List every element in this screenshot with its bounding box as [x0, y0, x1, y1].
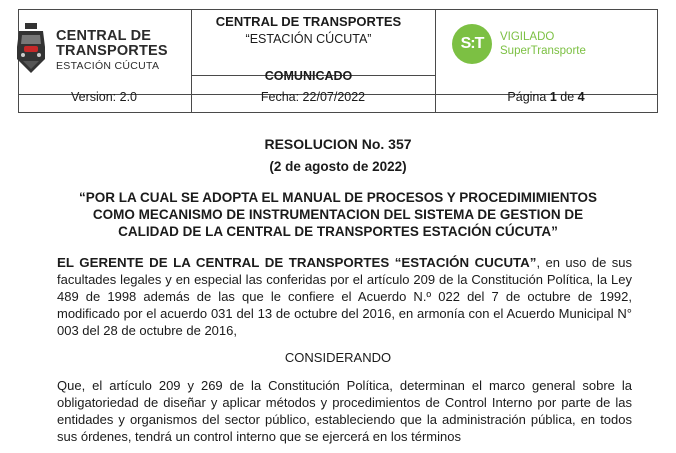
title-line: CALIDAD DE LA CENTRAL DE TRANSPORTES ESTACIÓN CÚCUTA”: [118, 224, 558, 239]
preamble-paragraph: [57, 254, 632, 339]
title-line: COMO MECANISMO DE INSTRUMENTACION DEL SISTEMA DE GESTION DE: [92, 207, 584, 222]
page-cell: [435, 90, 657, 104]
page-prefix: Página: [507, 90, 550, 104]
supertransporte-label: SuperTransporte: [500, 45, 586, 57]
logo-line-2: TRANSPORTES: [56, 42, 168, 59]
header-subtitle: “ESTACIÓN CÚCUTA”: [245, 32, 372, 46]
page-current: 1: [549, 90, 557, 104]
header-title: CENTRAL DE TRANSPORTES: [215, 14, 402, 29]
version-cell: Version: 2.0: [70, 90, 137, 104]
central-transportes-logo: [10, 9, 190, 81]
supertransporte-mark-icon: S:T: [452, 24, 492, 64]
title-line: “POR LA CUAL SE ADOPTA EL MANUAL DE PROCESOS Y PROCEDIMIMIENTOS: [78, 190, 598, 205]
page-sep: de: [556, 90, 578, 104]
considerando-heading: CONSIDERANDO: [284, 350, 392, 365]
document-type: COMUNICADO: [264, 69, 353, 83]
vigilado-label: VIGILADO: [500, 31, 555, 43]
logo-line-1: CENTRAL DE: [56, 28, 152, 44]
preamble-lead: EL GERENTE DE LA CENTRAL DE TRANSPORTES “ESTACIÓN CUCUTA”: [57, 255, 537, 270]
bus-logo-icon: [10, 9, 52, 81]
page-total: 4: [577, 90, 585, 104]
supertransporte-logo: [452, 24, 632, 68]
date-cell: Fecha: 22/07/2022: [260, 90, 366, 104]
logo-line-3: ESTACIÓN CÚCUTA: [56, 60, 160, 72]
resolution-date: (2 de agosto de 2022): [269, 159, 407, 174]
resolution-number: RESOLUCION No. 357: [264, 136, 412, 152]
resolution-title: [0, 189, 676, 240]
preamble-body: , en uso de sus facultades legales y en especial las conferidas por el artículo 209 de la Constitución Política, la Ley 489 de 1998 además de las que le confiere el Acuerdo N.º 022 del 7 de octubre de 1992, modificado por el acuerdo 031 del 13 de octubre del 2016, en armonía con el Acuerdo Municipal N° 003 del 28 de octubre de 2016,: [57, 255, 632, 338]
considerando-paragraph: Que, el artículo 209 y 269 de la Constitución Política, determinan el marco general sobre la obligatoriedad de diseñar y aplicar métodos y procedimientos de Control Interno por parte de las entidades y organismos del sector público, estableciendo que la administración pública, en todos sus órdenes, tendrá un control interno que se ejercerá en los términos: [57, 378, 632, 444]
